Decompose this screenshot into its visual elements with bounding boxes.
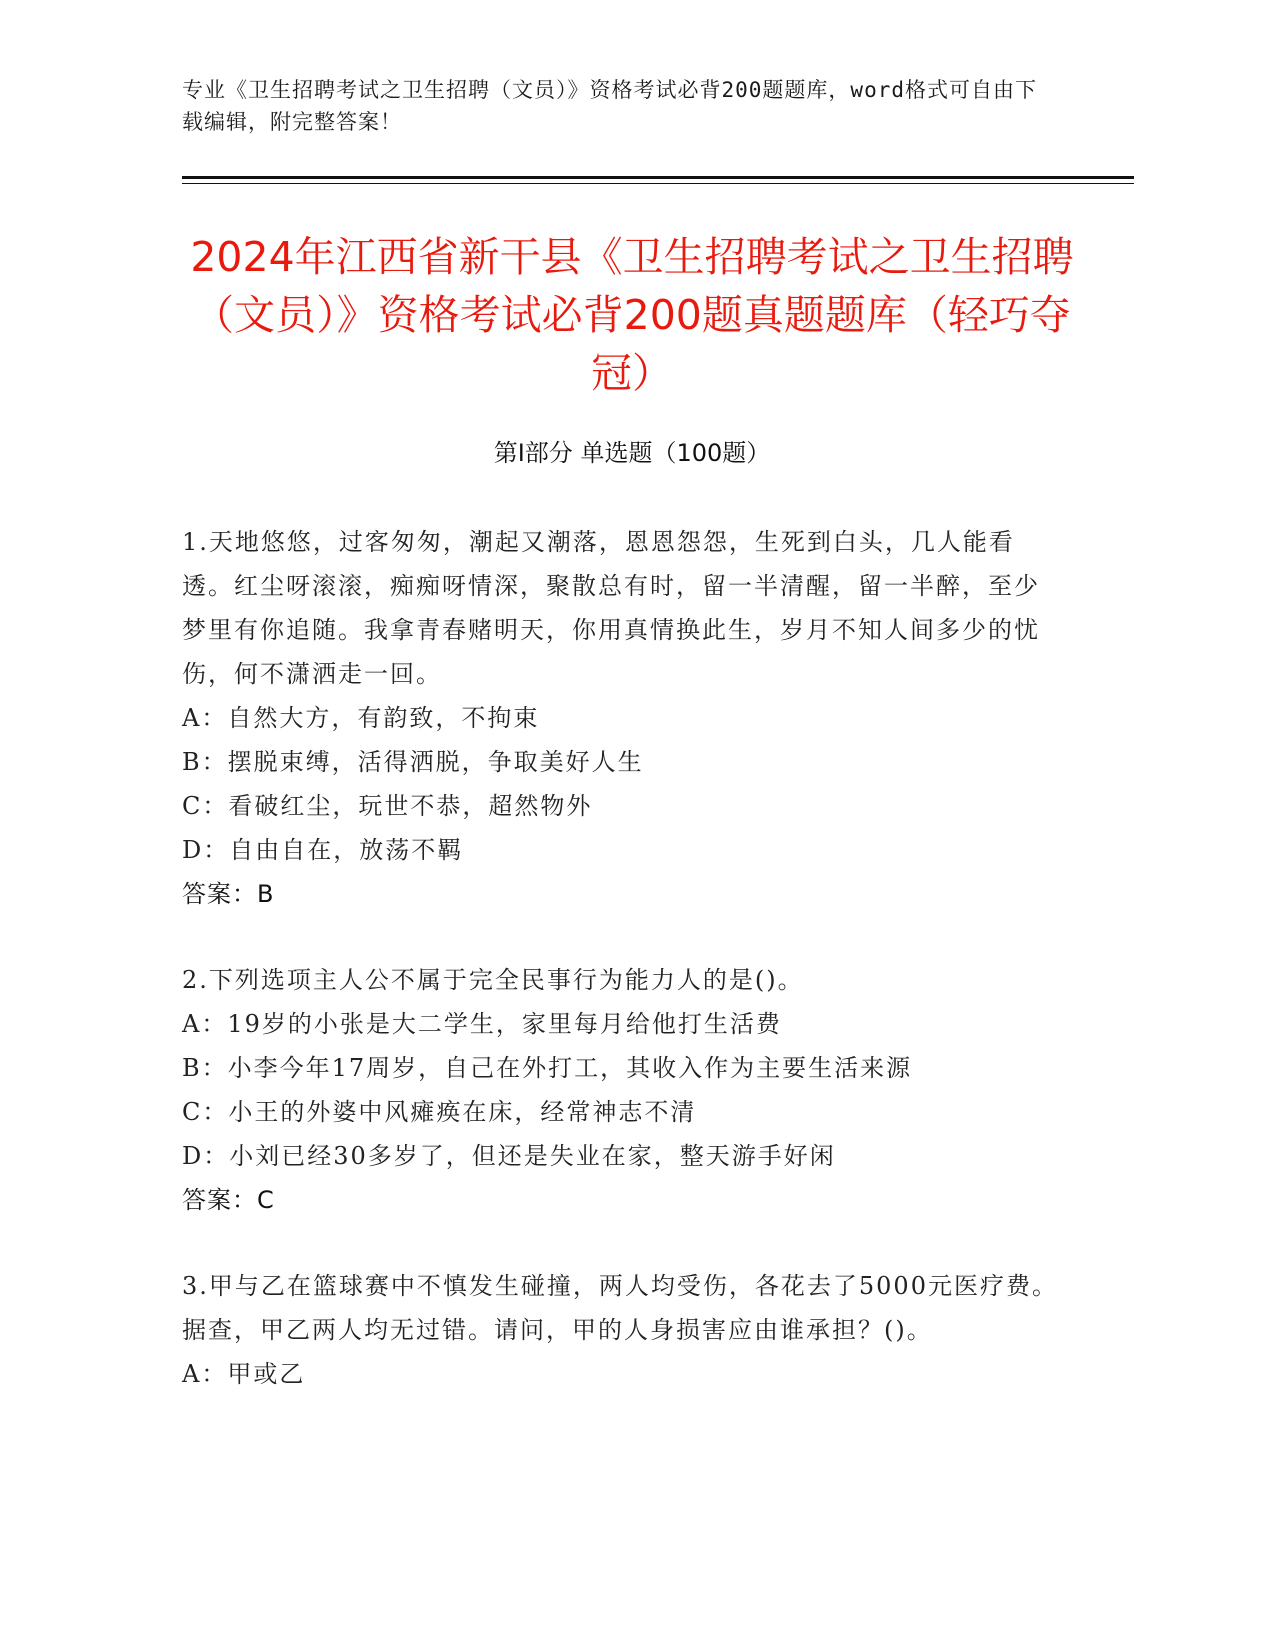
- question-stem: 1.天地悠悠，过客匆匆，潮起又潮落，恩恩怨怨，生死到白头，几人能看透。红尘呀滚滚，痴痴呀情深，聚散总有时，留一半清醒，留一半醉，至少梦里有你追随。我拿青春赌明天，你用真情换此生，岁月不知人间多少的忧伤，何不潇洒走一回。: [182, 528, 1040, 688]
- question-2: [182, 958, 1062, 1222]
- section-title: 第Ⅰ部分 单选题（100题）: [493, 439, 771, 467]
- option-a: A：19岁的小张是大二学生，家里每月给他打生活费: [182, 1010, 782, 1038]
- option-b: B：小李今年17周岁，自己在外打工，其收入作为主要生活来源: [182, 1054, 913, 1082]
- question-list: [182, 520, 1062, 1438]
- document-title: 2024年江西省新干县《卫生招聘考试之卫生招聘（文员）》资格考试必背200题真题题库（轻巧夺冠）: [190, 233, 1074, 397]
- option-a: A：自然大方，有韵致，不拘束: [182, 704, 540, 732]
- option-a: A：甲或乙: [182, 1360, 306, 1388]
- question-1: [182, 520, 1062, 916]
- option-d: D：小刘已经30多岁了，但还是失业在家，整天游手好闲: [182, 1142, 836, 1170]
- option-d: D：自由自在，放荡不羁: [182, 836, 464, 864]
- question-3: [182, 1264, 1062, 1396]
- option-c: C：小王的外婆中风瘫痪在床，经常神志不清: [182, 1098, 697, 1126]
- question-stem: 3.甲与乙在篮球赛中不慎发生碰撞，两人均受伤，各花去了5000元医疗费。据查，甲乙两人均无过错。请问，甲的人身损害应由谁承担？()。: [182, 1272, 1058, 1344]
- question-stem: 2.下列选项主人公不属于完全民事行为能力人的是()。: [182, 966, 804, 994]
- header-note: 专业《卫生招聘考试之卫生招聘（文员）》资格考试必背200题题库，word格式可自由下载编辑，附完整答案！: [182, 78, 1037, 134]
- header-divider-thin: [182, 183, 1134, 184]
- header-divider-thick: [182, 176, 1134, 179]
- option-c: C：看破红尘，玩世不恭，超然物外: [182, 792, 593, 820]
- answer-line: 答案：C: [182, 1186, 275, 1214]
- answer-line: 答案：B: [182, 880, 275, 908]
- option-b: B：摆脱束缚，活得洒脱，争取美好人生: [182, 748, 644, 776]
